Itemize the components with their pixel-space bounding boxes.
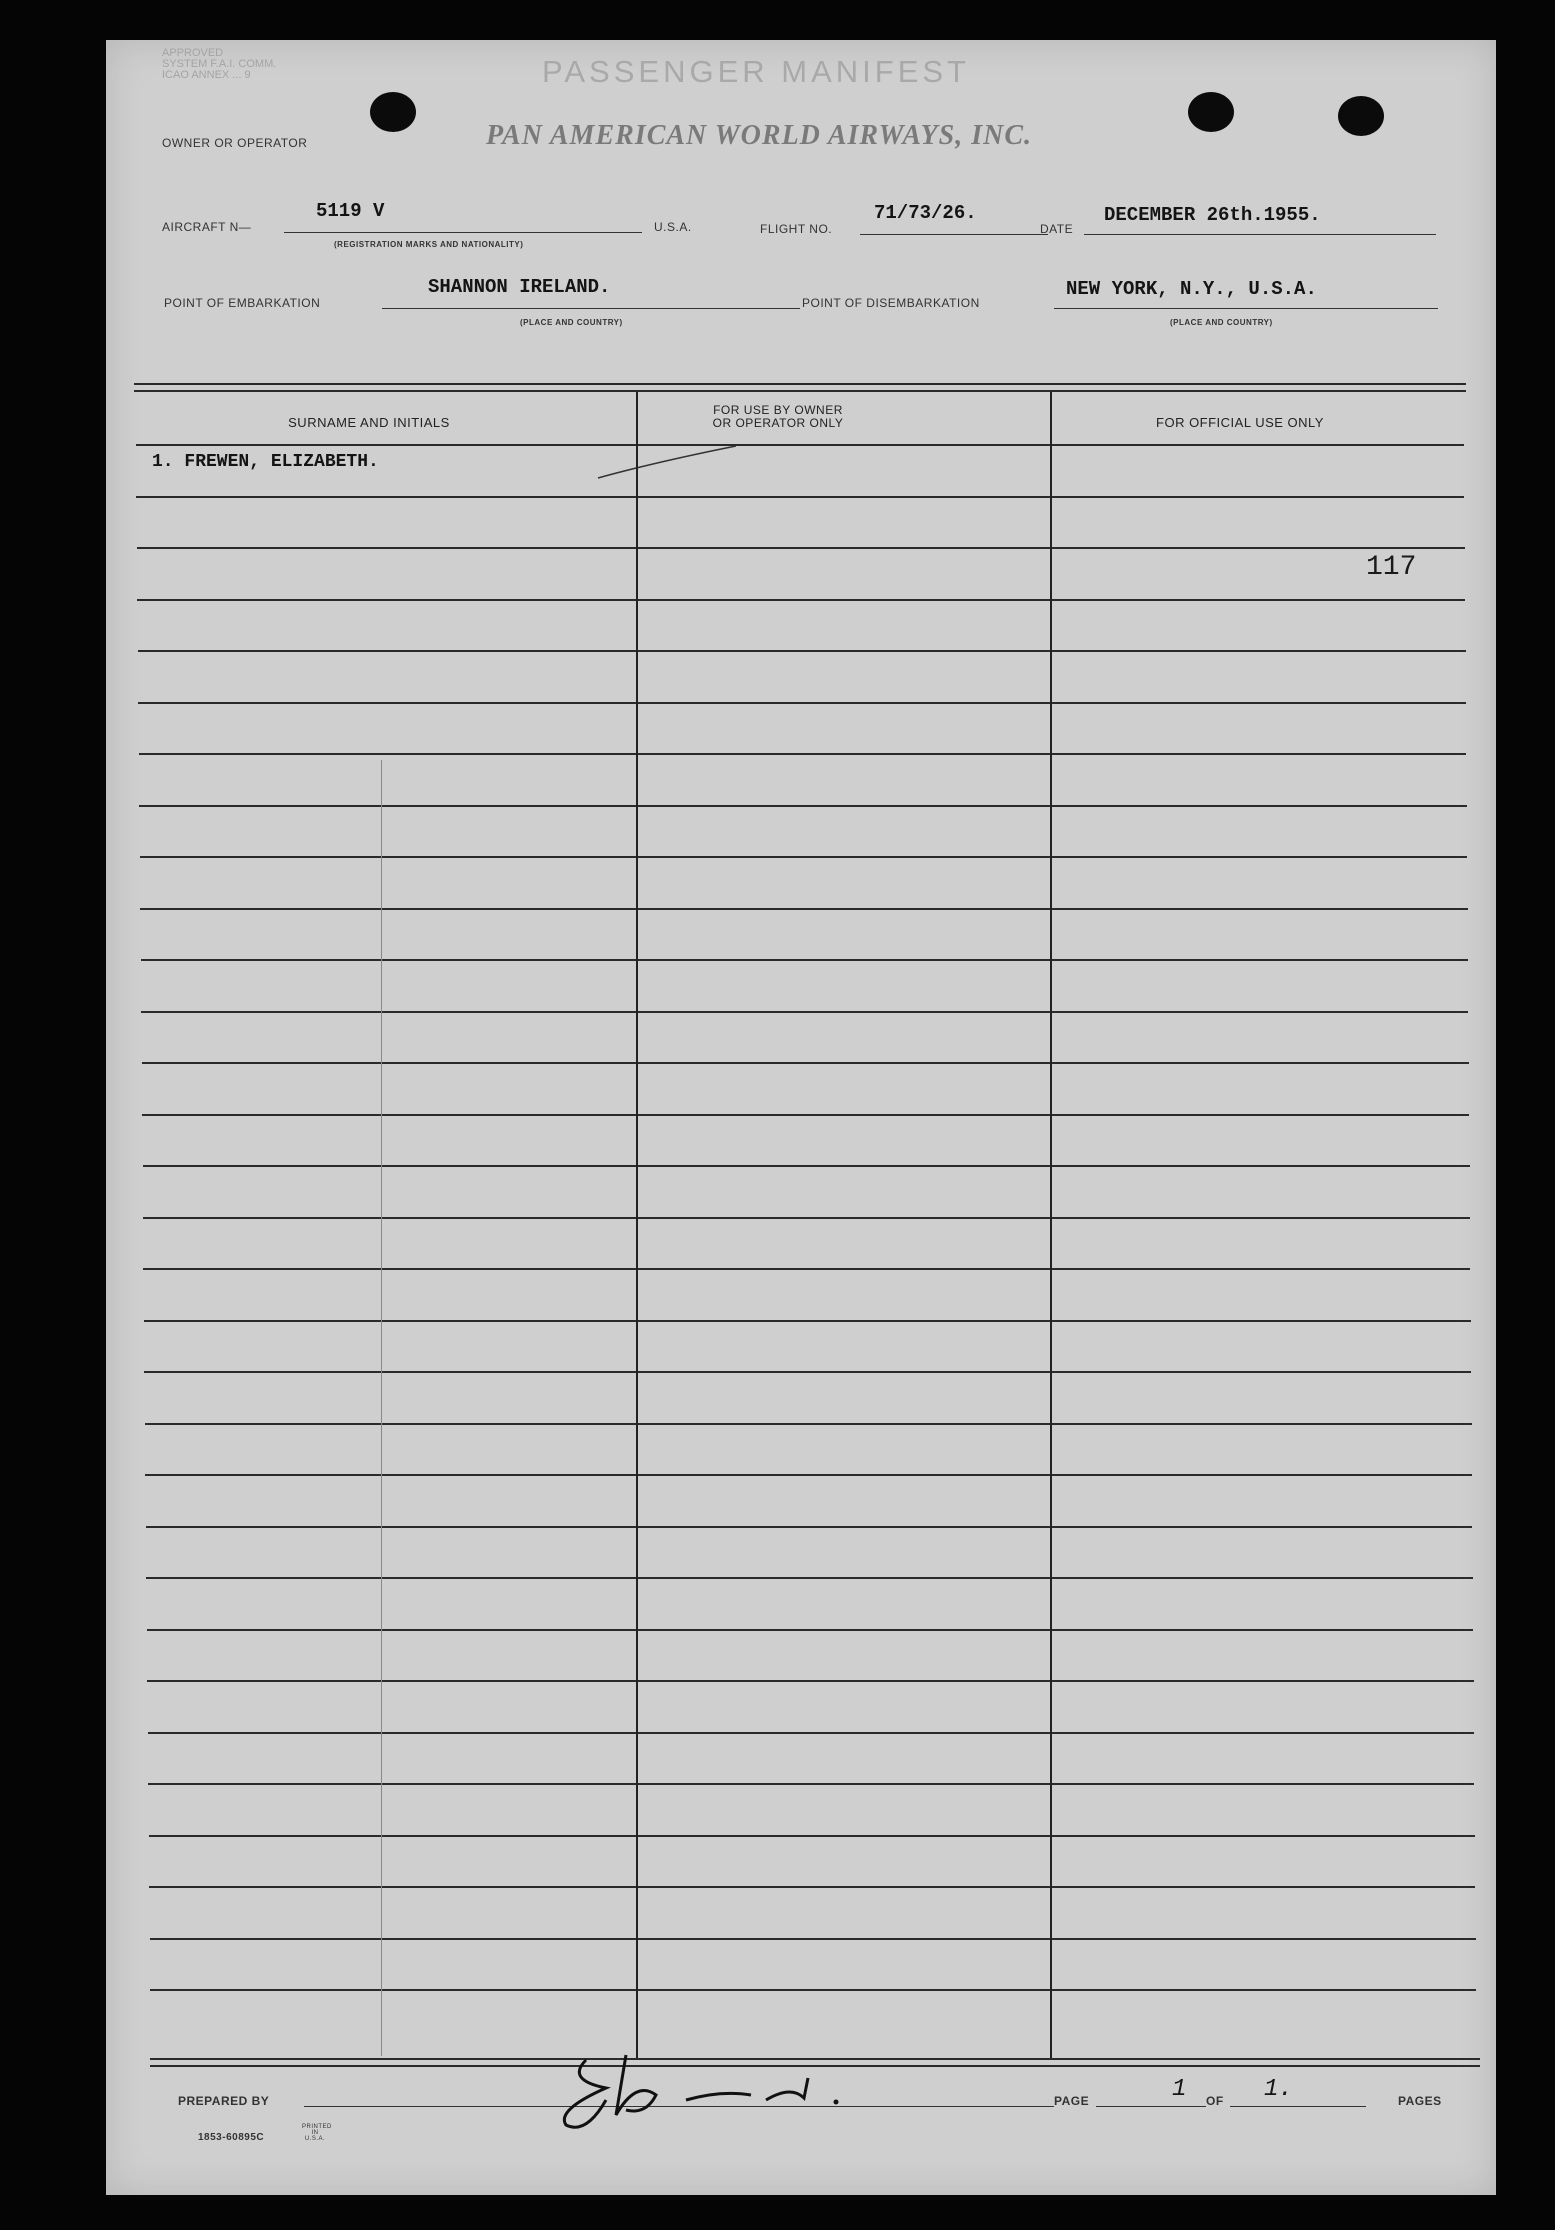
embark-underline [382,308,800,309]
usa-label: U.S.A. [654,220,692,234]
disembark-value: NEW YORK, N.Y., U.S.A. [1066,278,1317,300]
table-row-line [140,856,1467,858]
aircraft-underline [284,232,642,233]
date-value: DECEMBER 26th.1955. [1104,204,1321,226]
table-row-line [138,650,1466,652]
table-row-line [148,1783,1474,1785]
col-header-surname: SURNAME AND INITIALS [288,415,450,430]
aircraft-label: AIRCRAFT N— [162,220,252,234]
table-row-line [136,444,1464,446]
embark-value: SHANNON IRELAND. [428,276,611,298]
pen-stroke [596,440,746,484]
pages-label: PAGES [1398,2094,1442,2108]
col-header-owner-line1: FOR USE BY OWNER [713,403,843,417]
table-row-line [144,1371,1471,1373]
table-row-line [136,496,1464,498]
table-row-line [150,1989,1476,1991]
punch-hole-1 [370,92,416,132]
approved-note: APPROVED SYSTEM F.A.I. COMM. ICAO ANNEX ... 9 [162,47,277,81]
table-row-line [141,1011,1468,1013]
table-row-line [147,1629,1473,1631]
table-row-line [148,1732,1474,1734]
form-title: PASSENGER MANIFEST [542,54,970,89]
aircraft-sub-label: (REGISTRATION MARKS AND NATIONALITY) [334,240,524,249]
table-row-line [143,1165,1470,1167]
flight-label: FLIGHT NO. [760,222,833,236]
table-row-line [137,599,1465,601]
disembark-sub-label: (PLACE AND COUNTRY) [1170,318,1273,327]
initials-guide-line [381,760,382,2056]
prepared-label: PREPARED BY [178,2094,270,2108]
operator-name: PAN AMERICAN WORLD AIRWAYS, INC. [486,120,1033,151]
table-row-line [149,1886,1475,1888]
manifest-sheet [106,40,1496,2195]
table-row-line [149,1835,1475,1837]
printed-mark: PRINTED IN U.S.A. [302,2124,332,2142]
table-row-line [140,908,1467,910]
page-underline [1096,2106,1206,2107]
punch-hole-2 [1188,92,1234,132]
col-header-official: FOR OFFICIAL USE ONLY [1156,415,1324,430]
table-row-line [147,1680,1473,1682]
table-row-line [144,1320,1471,1322]
col-divider-1 [636,392,638,2058]
official-number: 117 [1366,552,1417,583]
table-row-line [146,1526,1473,1528]
embark-label: POINT OF EMBARKATION [164,296,321,310]
table-row-line [145,1474,1472,1476]
col-divider-2 [1050,392,1052,2058]
aircraft-value: 5119 V [316,200,385,222]
table-row-line [143,1268,1470,1270]
form-code: 1853-60895C [198,2132,265,2143]
date-label: DATE [1040,222,1074,236]
disembark-underline [1054,308,1438,309]
owner-label: OWNER OR OPERATOR [162,136,308,150]
table-row-line [138,702,1466,704]
signature-image [546,2040,906,2140]
table-row-line [143,1217,1470,1219]
col-header-owner-line2: OR OPERATOR ONLY [712,416,844,430]
flight-value: 71/73/26. [874,202,977,224]
table-row-line [145,1423,1472,1425]
table-row-line [142,1114,1469,1116]
of-value: 1. [1264,2076,1293,2103]
embark-sub-label: (PLACE AND COUNTRY) [520,318,623,327]
flight-underline [860,234,1048,235]
page-value: 1 [1172,2076,1187,2103]
punch-hole-3 [1338,96,1384,136]
page-label: PAGE [1054,2094,1090,2108]
table-row-line [139,805,1467,807]
of-underline [1230,2106,1366,2107]
table-row-line [141,959,1468,961]
table-row-line [142,1062,1469,1064]
table-row-line [146,1577,1473,1579]
passenger-row-1: 1. FREWEN, ELIZABETH. [152,452,379,472]
disembark-label: POINT OF DISEMBARKATION [802,296,980,310]
table-row-line [137,547,1465,549]
table-row-line [139,753,1467,755]
table-top-rule [134,383,1466,392]
of-label: OF [1206,2094,1224,2108]
date-underline [1084,234,1436,235]
table-row-line [150,1938,1476,1940]
